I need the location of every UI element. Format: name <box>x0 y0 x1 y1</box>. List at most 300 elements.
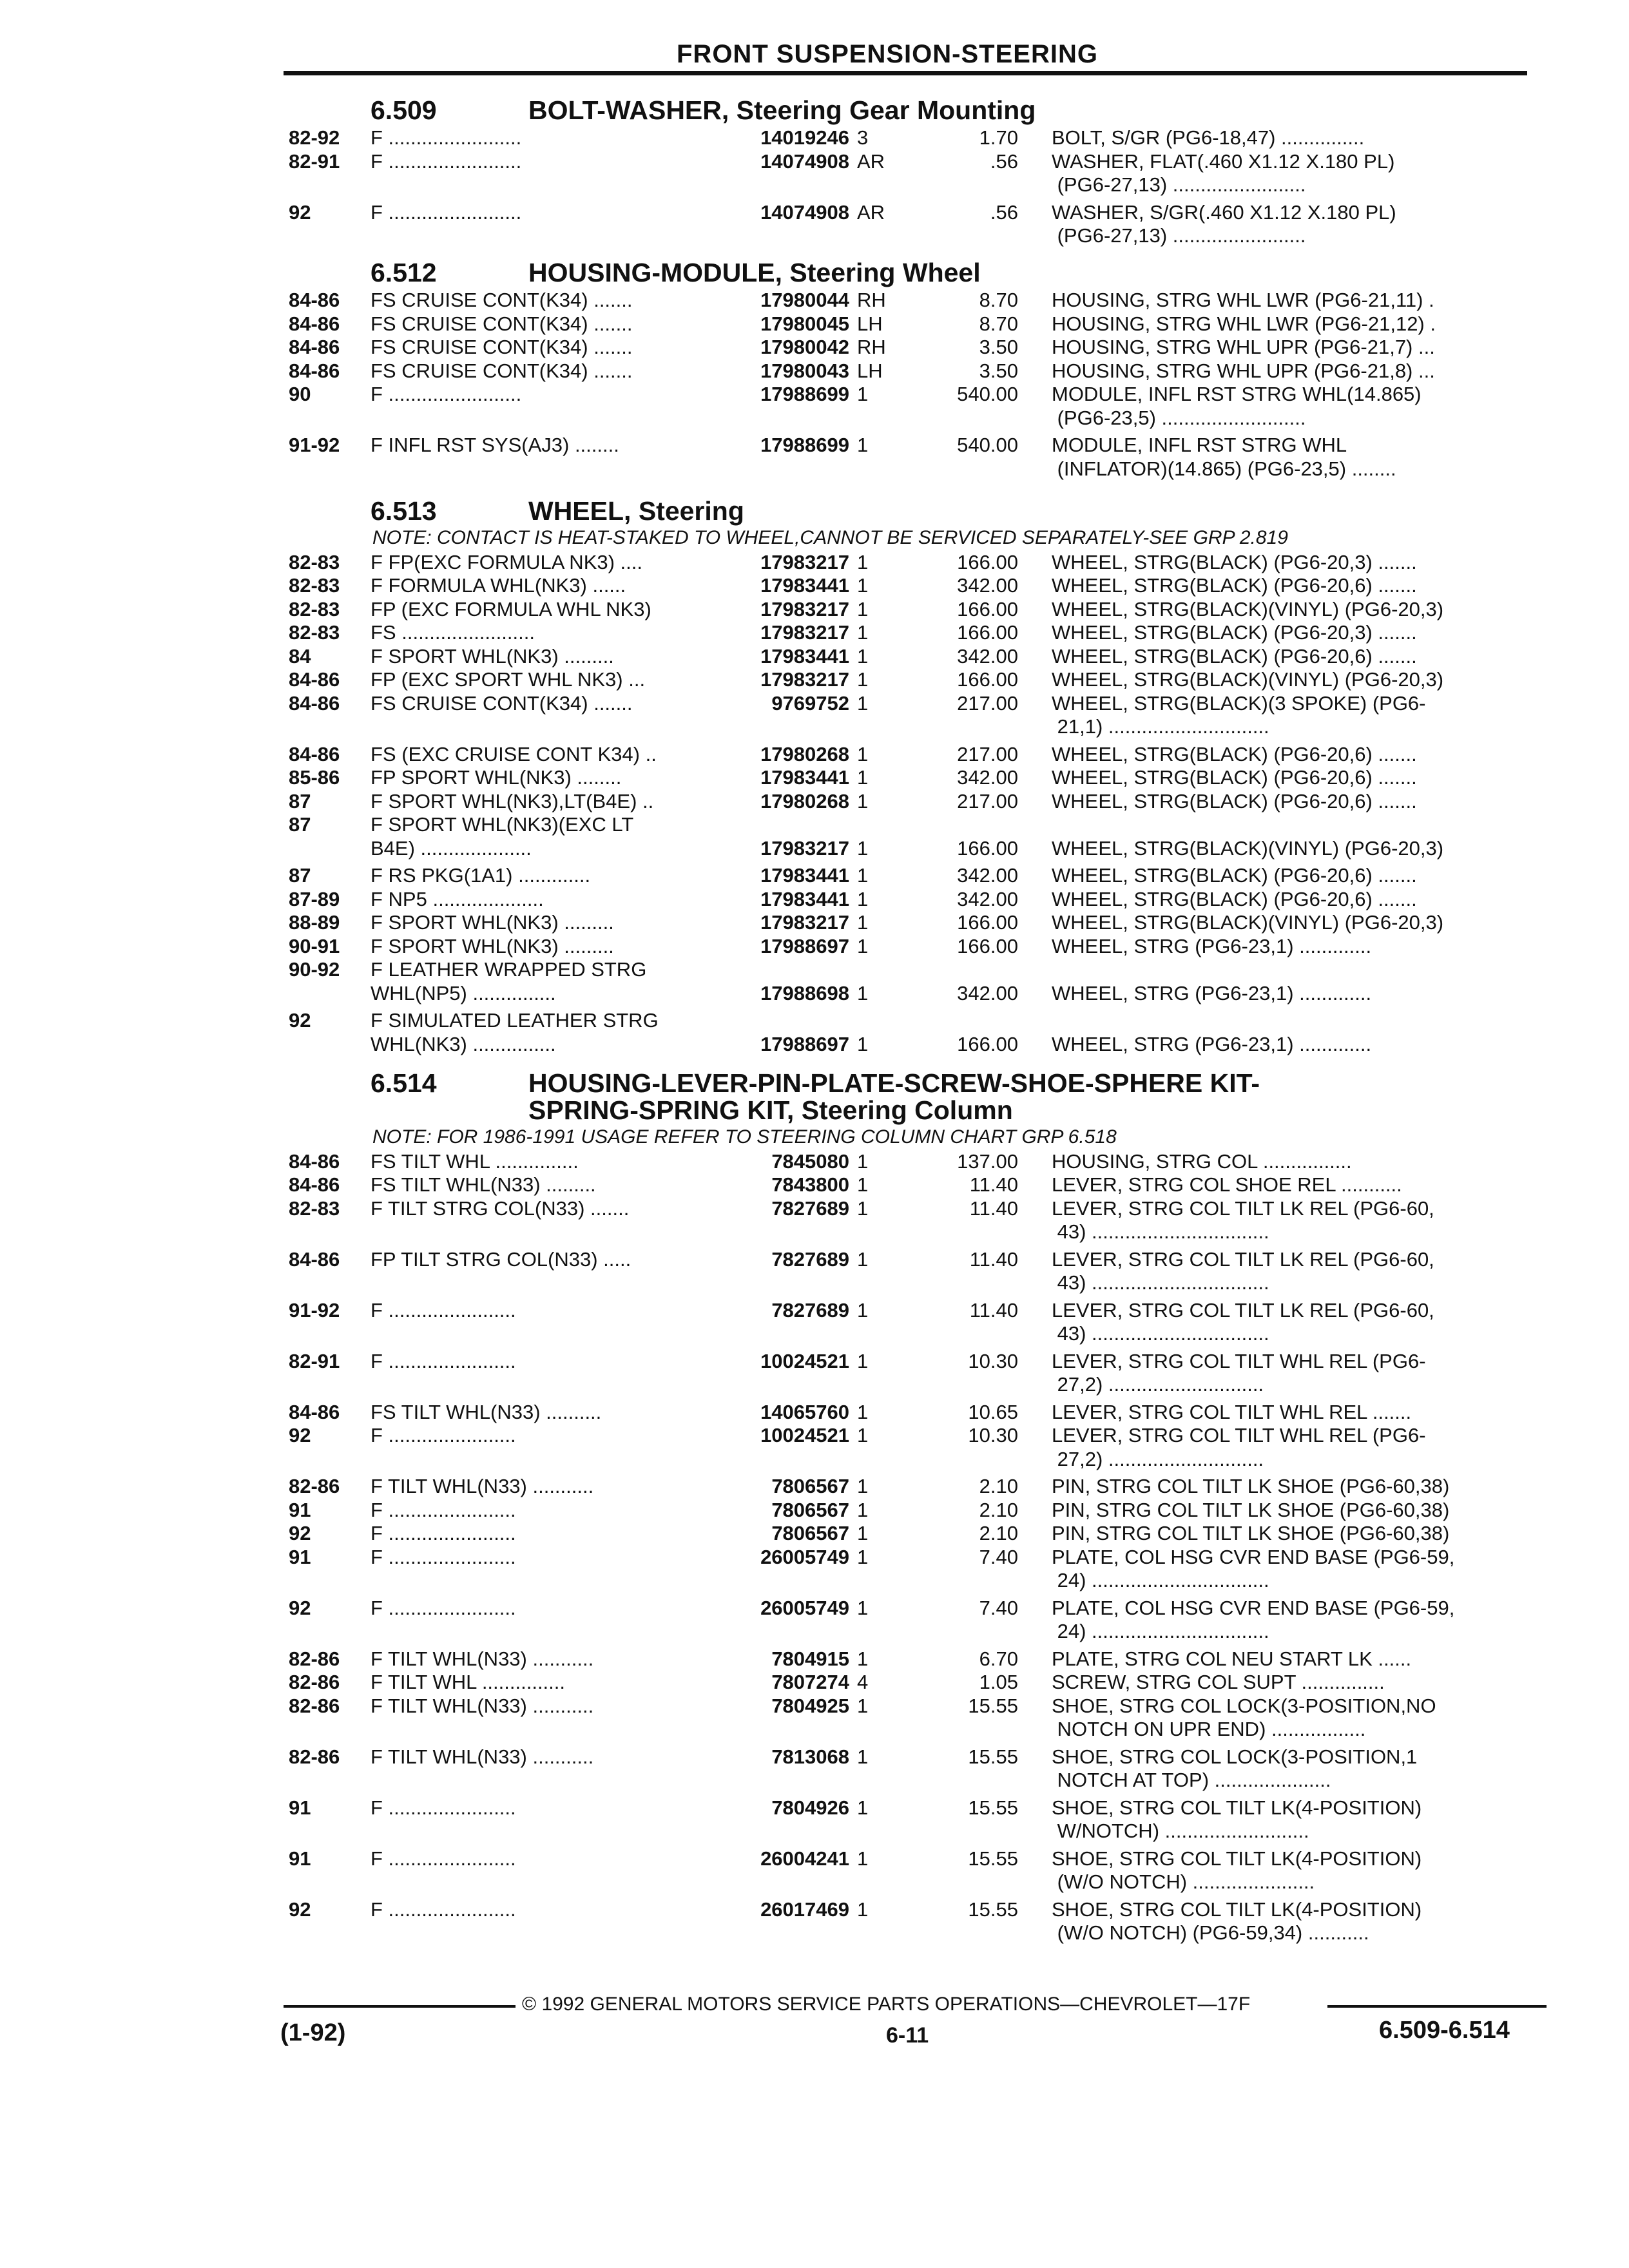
price: 166.00 <box>957 668 1018 691</box>
part-description: PLATE, STRG COL NEU START LK ...... <box>1052 1647 1412 1670</box>
application-desc: F FORMULA WHL(NK3) ...... <box>371 574 626 597</box>
part-description: PLATE, COL HSG CVR END BASE (PG6-59, <box>1052 1596 1455 1619</box>
application-desc: F SPORT WHL(NK3) ......... <box>371 644 614 668</box>
application-desc: F ........................ <box>371 383 522 405</box>
quantity: 1 <box>857 1522 869 1544</box>
price: .56 <box>990 149 1018 173</box>
part-description: WHEEL, STRG(BLACK)(VINYL) (PG6-20,3) <box>1052 668 1444 691</box>
copyright-notice: © 1992 GENERAL MOTORS SERVICE PARTS OPERATIONS—CHEVROLET—17F <box>522 1994 1251 2015</box>
revision-date: (1-92) <box>280 2019 346 2046</box>
part-number: 17980044 <box>760 289 849 311</box>
price: 342.00 <box>957 574 1018 597</box>
price: 166.00 <box>957 550 1018 573</box>
section-title: HOUSING-LEVER-PIN-PLATE-SCREW-SHOE-SPHERE KIT- <box>528 1068 1260 1098</box>
part-number: 7827689 <box>771 1196 849 1220</box>
model-year: 91 <box>289 1847 311 1870</box>
part-number: 14065760 <box>760 1400 849 1423</box>
part-description: WHEEL, STRG(BLACK) (PG6-20,6) ....... <box>1052 574 1417 597</box>
part-description: MODULE, INFL RST STRG WHL <box>1052 434 1347 456</box>
price: 342.00 <box>957 887 1018 910</box>
application-desc: FS CRUISE CONT(K34) ....... <box>371 691 633 715</box>
quantity: LH <box>857 359 883 382</box>
part-description: 24) ................................ <box>1052 1620 1269 1642</box>
model-year: 84-86 <box>289 742 340 765</box>
part-description: HOUSING, STRG COL ................ <box>1052 1149 1352 1173</box>
model-year: 92 <box>289 1898 311 1921</box>
application-desc: FS CRUISE CONT(K34) ....... <box>371 359 633 382</box>
part-description: 27,2) ............................ <box>1052 1373 1264 1396</box>
application-desc: F ........................ <box>371 126 522 149</box>
part-number: 7806567 <box>771 1522 849 1544</box>
section-range: 6.509-6.514 <box>1379 2017 1510 2044</box>
part-description: SHOE, STRG COL TILT LK(4-POSITION) <box>1052 1898 1422 1921</box>
application-desc: F TILT STRG COL(N33) ....... <box>371 1196 630 1220</box>
section-number: 6.512 <box>371 258 437 287</box>
quantity: 1 <box>857 981 869 1004</box>
section-number: 6.514 <box>371 1068 437 1098</box>
part-description: WASHER, S/GR(.460 X1.12 X.180 PL) <box>1052 200 1396 224</box>
application-desc: FP (EXC FORMULA WHL NK3) <box>371 597 651 620</box>
application-desc: F SIMULATED LEATHER STRG <box>371 1009 659 1032</box>
price: 10.30 <box>968 1424 1018 1446</box>
application-desc: F ....................... <box>371 1545 516 1568</box>
part-number: 17983217 <box>760 668 849 691</box>
part-description: (PG6-27,13) ........................ <box>1052 173 1306 196</box>
model-year: 82-92 <box>289 126 340 149</box>
part-description: WHEEL, STRG(BLACK)(VINYL) (PG6-20,3) <box>1052 597 1444 620</box>
price: 3.50 <box>979 336 1018 358</box>
quantity: 1 <box>857 1173 869 1196</box>
part-number: 14074908 <box>760 149 849 173</box>
model-year: 87-89 <box>289 887 340 910</box>
price: 15.55 <box>968 1847 1018 1870</box>
part-description: 43) ................................ <box>1052 1220 1269 1243</box>
part-description: HOUSING, STRG WHL UPR (PG6-21,7) ... <box>1052 336 1435 358</box>
application-desc: FS CRUISE CONT(K34) ....... <box>371 312 633 335</box>
quantity: 1 <box>857 1694 869 1717</box>
part-description: WHEEL, STRG(BLACK)(VINYL) (PG6-20,3) <box>1052 836 1444 860</box>
price: 2.10 <box>979 1475 1018 1497</box>
part-description: WHEEL, STRG (PG6-23,1) ............. <box>1052 934 1372 957</box>
quantity: 1 <box>857 1349 869 1372</box>
part-number: 17983441 <box>760 766 849 789</box>
application-desc: F TILT WHL(N33) ........... <box>371 1745 594 1768</box>
part-description: PIN, STRG COL TILT LK SHOE (PG6-60,38) <box>1052 1475 1450 1497</box>
part-description: WHEEL, STRG(BLACK) (PG6-20,6) ....... <box>1052 742 1417 765</box>
price: 1.05 <box>979 1671 1018 1693</box>
quantity: 1 <box>857 864 869 887</box>
part-number: 10024521 <box>760 1349 849 1372</box>
section-number: 6.513 <box>371 496 437 526</box>
quantity: RH <box>857 336 886 358</box>
quantity: 1 <box>857 621 869 644</box>
part-number: 7807274 <box>771 1671 849 1693</box>
part-description: LEVER, STRG COL TILT LK REL (PG6-60, <box>1052 1247 1434 1271</box>
price: 2.10 <box>979 1522 1018 1544</box>
part-description: NOTCH AT TOP) ..................... <box>1052 1769 1331 1791</box>
model-year: 82-86 <box>289 1694 340 1717</box>
quantity: RH <box>857 289 886 311</box>
model-year: 84-86 <box>289 289 340 311</box>
part-number: 17983217 <box>760 550 849 573</box>
part-number: 17980268 <box>760 789 849 812</box>
application-desc: F SPORT WHL(NK3) ......... <box>371 911 614 934</box>
section-number: 6.509 <box>371 95 437 125</box>
quantity: 1 <box>857 1796 869 1819</box>
part-description: SHOE, STRG COL LOCK(3-POSITION,NO <box>1052 1694 1436 1717</box>
quantity: 1 <box>857 911 869 934</box>
part-number: 7804925 <box>771 1694 849 1717</box>
part-description: PIN, STRG COL TILT LK SHOE (PG6-60,38) <box>1052 1498 1450 1521</box>
quantity: 1 <box>857 383 869 405</box>
application-desc: F RS PKG(1A1) ............. <box>371 864 591 887</box>
application-desc: B4E) .................... <box>371 836 532 860</box>
model-year: 87 <box>289 864 311 887</box>
application-desc: FP (EXC SPORT WHL NK3) ... <box>371 668 646 691</box>
quantity: 1 <box>857 1898 869 1921</box>
part-description: SHOE, STRG COL TILT LK(4-POSITION) <box>1052 1847 1422 1870</box>
part-description: NOTCH ON UPR END) ................. <box>1052 1718 1366 1740</box>
part-number: 7845080 <box>771 1149 849 1173</box>
part-description: LEVER, STRG COL TILT WHL REL (PG6- <box>1052 1424 1426 1446</box>
application-desc: WHL(NK3) ............... <box>371 1032 556 1055</box>
price: 8.70 <box>979 289 1018 311</box>
quantity: 1 <box>857 597 869 620</box>
model-year: 82-83 <box>289 621 340 644</box>
part-description: WHEEL, STRG (PG6-23,1) ............. <box>1052 981 1372 1004</box>
quantity: 1 <box>857 789 869 812</box>
application-desc: FP SPORT WHL(NK3) ........ <box>371 766 622 789</box>
price: 8.70 <box>979 312 1018 335</box>
part-number: 26005749 <box>760 1545 849 1568</box>
quantity: 1 <box>857 1424 869 1446</box>
part-description: WHEEL, STRG(BLACK) (PG6-20,6) ....... <box>1052 766 1417 789</box>
part-description: MODULE, INFL RST STRG WHL(14.865) <box>1052 383 1422 405</box>
model-year: 90 <box>289 383 311 405</box>
model-year: 88-89 <box>289 911 340 934</box>
part-description: WHEEL, STRG(BLACK) (PG6-20,6) ....... <box>1052 789 1417 812</box>
part-number: 17983441 <box>760 574 849 597</box>
part-description: SHOE, STRG COL LOCK(3-POSITION,1 <box>1052 1745 1418 1768</box>
price: 342.00 <box>957 766 1018 789</box>
price: 166.00 <box>957 836 1018 860</box>
part-description: WASHER, FLAT(.460 X1.12 X.180 PL) <box>1052 149 1395 173</box>
quantity: 1 <box>857 887 869 910</box>
quantity: 3 <box>857 126 869 149</box>
application-desc: F ........................ <box>371 149 522 173</box>
application-desc: F NP5 .................... <box>371 887 544 910</box>
application-desc: F SPORT WHL(NK3)(EXC LT <box>371 813 634 836</box>
quantity: 1 <box>857 691 869 715</box>
quantity: 1 <box>857 766 869 789</box>
part-description: LEVER, STRG COL TILT LK REL (PG6-60, <box>1052 1298 1434 1321</box>
quantity: 1 <box>857 1032 869 1055</box>
application-desc: F ....................... <box>371 1298 516 1321</box>
application-desc: F FP(EXC FORMULA NK3) .... <box>371 550 642 573</box>
quantity: 1 <box>857 836 869 860</box>
part-number: 17988699 <box>760 434 849 456</box>
quantity: 4 <box>857 1671 869 1693</box>
price: 166.00 <box>957 1032 1018 1055</box>
quantity: 1 <box>857 574 869 597</box>
model-year: 82-83 <box>289 597 340 620</box>
header-rule <box>284 71 1527 75</box>
price: 10.30 <box>968 1349 1018 1372</box>
application-desc: F INFL RST SYS(AJ3) ........ <box>371 434 619 456</box>
part-number: 17980042 <box>760 336 849 358</box>
application-desc: FS (EXC CRUISE CONT K34) .. <box>371 742 657 765</box>
application-desc: FS CRUISE CONT(K34) ....... <box>371 336 633 358</box>
section-title: WHEEL, Steering <box>528 496 744 526</box>
quantity: 1 <box>857 1498 869 1521</box>
application-desc: FP TILT STRG COL(N33) ..... <box>371 1247 631 1271</box>
model-year: 82-83 <box>289 550 340 573</box>
quantity: 1 <box>857 1196 869 1220</box>
part-number: 9769752 <box>771 691 849 715</box>
application-desc: WHL(NP5) ............... <box>371 981 556 1004</box>
part-description: WHEEL, STRG(BLACK) (PG6-20,3) ....... <box>1052 550 1417 573</box>
model-year: 82-91 <box>289 1349 340 1372</box>
part-description: LEVER, STRG COL TILT WHL REL (PG6- <box>1052 1349 1426 1372</box>
quantity: LH <box>857 312 883 335</box>
price: 15.55 <box>968 1796 1018 1819</box>
quantity: AR <box>857 200 885 224</box>
application-desc: FS CRUISE CONT(K34) ....... <box>371 289 633 311</box>
part-number: 14074908 <box>760 200 849 224</box>
part-description: WHEEL, STRG(BLACK) (PG6-20,6) ....... <box>1052 644 1417 668</box>
part-description: (W/O NOTCH) (PG6-59,34) ........... <box>1052 1921 1369 1944</box>
part-description: W/NOTCH) .......................... <box>1052 1820 1309 1842</box>
part-description: 43) ................................ <box>1052 1271 1269 1294</box>
model-year: 91 <box>289 1498 311 1521</box>
part-number: 17988698 <box>760 981 849 1004</box>
part-number: 7827689 <box>771 1247 849 1271</box>
part-number: 7806567 <box>771 1498 849 1521</box>
price: 7.40 <box>979 1596 1018 1619</box>
footer-rule-left <box>284 2005 516 2008</box>
model-year: 92 <box>289 1009 311 1032</box>
part-number: 17983217 <box>760 621 849 644</box>
part-description: LEVER, STRG COL TILT WHL REL ....... <box>1052 1400 1412 1423</box>
footer-rule-right <box>1327 2005 1547 2008</box>
part-description: WHEEL, STRG(BLACK)(3 SPOKE) (PG6- <box>1052 691 1426 715</box>
quantity: 1 <box>857 644 869 668</box>
application-desc: F ........................ <box>371 200 522 224</box>
model-year: 84-86 <box>289 691 340 715</box>
page-number: 6-11 <box>886 2023 929 2048</box>
part-description: 24) ................................ <box>1052 1569 1269 1591</box>
part-description: PLATE, COL HSG CVR END BASE (PG6-59, <box>1052 1545 1455 1568</box>
part-number: 26017469 <box>760 1898 849 1921</box>
part-description: (PG6-23,5) .......................... <box>1052 406 1306 429</box>
part-number: 17988699 <box>760 383 849 405</box>
application-desc: F TILT WHL(N33) ........... <box>371 1647 594 1670</box>
part-description: HOUSING, STRG WHL UPR (PG6-21,8) ... <box>1052 359 1435 382</box>
price: 137.00 <box>957 1149 1018 1173</box>
price: 15.55 <box>968 1745 1018 1768</box>
price: 7.40 <box>979 1545 1018 1568</box>
model-year: 87 <box>289 789 311 812</box>
price: 1.70 <box>979 126 1018 149</box>
model-year: 90-92 <box>289 958 340 981</box>
price: 11.40 <box>969 1247 1018 1271</box>
part-number: 17983217 <box>760 836 849 860</box>
application-desc: F TILT WHL(N33) ........... <box>371 1694 594 1717</box>
model-year: 84-86 <box>289 668 340 691</box>
part-description: 21,1) ............................. <box>1052 715 1269 738</box>
quantity: 1 <box>857 1298 869 1321</box>
part-number: 17983441 <box>760 864 849 887</box>
page-title: FRONT SUSPENSION-STEERING <box>677 40 1098 68</box>
quantity: 1 <box>857 742 869 765</box>
section-title: HOUSING-MODULE, Steering Wheel <box>528 258 981 287</box>
part-description: BOLT, S/GR (PG6-18,47) ............... <box>1052 126 1365 149</box>
part-description: WHEEL, STRG (PG6-23,1) ............. <box>1052 1032 1372 1055</box>
part-number: 17988697 <box>760 1032 849 1055</box>
application-desc: F ....................... <box>371 1796 516 1819</box>
part-number: 17983441 <box>760 644 849 668</box>
application-desc: F ....................... <box>371 1596 516 1619</box>
part-description: SCREW, STRG COL SUPT ............... <box>1052 1671 1385 1693</box>
model-year: 91 <box>289 1545 311 1568</box>
price: 540.00 <box>957 383 1018 405</box>
quantity: 1 <box>857 1847 869 1870</box>
application-desc: FS TILT WHL(N33) ......... <box>371 1173 596 1196</box>
model-year: 82-83 <box>289 1196 340 1220</box>
quantity: 1 <box>857 1647 869 1670</box>
price: 3.50 <box>979 359 1018 382</box>
part-number: 17988697 <box>760 934 849 957</box>
part-description: HOUSING, STRG WHL LWR (PG6-21,12) . <box>1052 312 1436 335</box>
part-description: WHEEL, STRG(BLACK)(VINYL) (PG6-20,3) <box>1052 911 1444 934</box>
quantity: 1 <box>857 1745 869 1768</box>
part-number: 17983217 <box>760 597 849 620</box>
price: 217.00 <box>957 742 1018 765</box>
application-desc: F ....................... <box>371 1847 516 1870</box>
part-number: 7827689 <box>771 1298 849 1321</box>
part-description: WHEEL, STRG(BLACK) (PG6-20,6) ....... <box>1052 887 1417 910</box>
model-year: 84-86 <box>289 1247 340 1271</box>
part-number: 17980268 <box>760 742 849 765</box>
quantity: 1 <box>857 1475 869 1497</box>
quantity: 1 <box>857 1149 869 1173</box>
part-number: 7843800 <box>771 1173 849 1196</box>
price: 11.40 <box>969 1196 1018 1220</box>
model-year: 82-86 <box>289 1475 340 1497</box>
section-title: BOLT-WASHER, Steering Gear Mounting <box>528 95 1036 125</box>
application-desc: F ....................... <box>371 1424 516 1446</box>
application-desc: F LEATHER WRAPPED STRG <box>371 958 647 981</box>
part-number: 17983217 <box>760 911 849 934</box>
part-number: 10024521 <box>760 1424 849 1446</box>
quantity: 1 <box>857 1596 869 1619</box>
model-year: 82-86 <box>289 1647 340 1670</box>
price: 11.40 <box>969 1298 1018 1321</box>
model-year: 84-86 <box>289 1173 340 1196</box>
quantity: AR <box>857 149 885 173</box>
part-number: 17983441 <box>760 887 849 910</box>
price: 166.00 <box>957 597 1018 620</box>
price: 166.00 <box>957 621 1018 644</box>
price: 217.00 <box>957 691 1018 715</box>
price: 217.00 <box>957 789 1018 812</box>
part-number: 17980045 <box>760 312 849 335</box>
price: 342.00 <box>957 864 1018 887</box>
model-year: 84-86 <box>289 312 340 335</box>
part-number: 7804926 <box>771 1796 849 1819</box>
part-description: LEVER, STRG COL SHOE REL ........... <box>1052 1173 1402 1196</box>
part-description: SHOE, STRG COL TILT LK(4-POSITION) <box>1052 1796 1422 1819</box>
quantity: 1 <box>857 668 869 691</box>
model-year: 90-91 <box>289 934 340 957</box>
price: 540.00 <box>957 434 1018 456</box>
part-number: 7806567 <box>771 1475 849 1497</box>
price: 11.40 <box>969 1173 1018 1196</box>
section-note: NOTE: FOR 1986-1991 USAGE REFER TO STEERING COLUMN CHART GRP 6.518 <box>372 1126 1117 1148</box>
section-note: NOTE: CONTACT IS HEAT-STAKED TO WHEEL,CANNOT BE SERVICED SEPARATELY-SEE GRP 2.819 <box>372 527 1288 548</box>
part-number: 26004241 <box>760 1847 849 1870</box>
application-desc: F ....................... <box>371 1522 516 1544</box>
quantity: 1 <box>857 550 869 573</box>
part-number: 26005749 <box>760 1596 849 1619</box>
price: 342.00 <box>957 981 1018 1004</box>
model-year: 84-86 <box>289 1149 340 1173</box>
application-desc: F SPORT WHL(NK3),LT(B4E) .. <box>371 789 654 812</box>
application-desc: F SPORT WHL(NK3) ......... <box>371 934 614 957</box>
quantity: 1 <box>857 1400 869 1423</box>
model-year: 84-86 <box>289 336 340 358</box>
quantity: 1 <box>857 434 869 456</box>
price: 166.00 <box>957 934 1018 957</box>
model-year: 84-86 <box>289 359 340 382</box>
part-number: 7813068 <box>771 1745 849 1768</box>
part-description: WHEEL, STRG(BLACK) (PG6-20,3) ....... <box>1052 621 1417 644</box>
part-description: (PG6-27,13) ........................ <box>1052 224 1306 247</box>
part-description: (INFLATOR)(14.865) (PG6-23,5) ........ <box>1052 457 1396 480</box>
price: 166.00 <box>957 911 1018 934</box>
model-year: 92 <box>289 1522 311 1544</box>
application-desc: F ....................... <box>371 1498 516 1521</box>
application-desc: FS ........................ <box>371 621 535 644</box>
price: .56 <box>990 200 1018 224</box>
price: 2.10 <box>979 1498 1018 1521</box>
part-number: 7804915 <box>771 1647 849 1670</box>
section-title: SPRING-SPRING KIT, Steering Column <box>528 1095 1013 1125</box>
model-year: 82-83 <box>289 574 340 597</box>
model-year: 87 <box>289 813 311 836</box>
part-description: (W/O NOTCH) ...................... <box>1052 1870 1315 1893</box>
model-year: 91 <box>289 1796 311 1819</box>
part-description: PIN, STRG COL TILT LK SHOE (PG6-60,38) <box>1052 1522 1450 1544</box>
part-description: HOUSING, STRG WHL LWR (PG6-21,11) . <box>1052 289 1434 311</box>
application-desc: F ....................... <box>371 1898 516 1921</box>
price: 342.00 <box>957 644 1018 668</box>
application-desc: F ....................... <box>371 1349 516 1372</box>
quantity: 1 <box>857 1247 869 1271</box>
part-description: 43) ................................ <box>1052 1322 1269 1345</box>
model-year: 84 <box>289 644 311 668</box>
model-year: 92 <box>289 1596 311 1619</box>
model-year: 85-86 <box>289 766 340 789</box>
application-desc: FS TILT WHL ............... <box>371 1149 579 1173</box>
part-description: 27,2) ............................ <box>1052 1447 1264 1470</box>
part-description: WHEEL, STRG(BLACK) (PG6-20,6) ....... <box>1052 864 1417 887</box>
model-year: 82-86 <box>289 1745 340 1768</box>
application-desc: F TILT WHL ............... <box>371 1671 566 1693</box>
part-number: 17980043 <box>760 359 849 382</box>
price: 6.70 <box>979 1647 1018 1670</box>
model-year: 84-86 <box>289 1400 340 1423</box>
